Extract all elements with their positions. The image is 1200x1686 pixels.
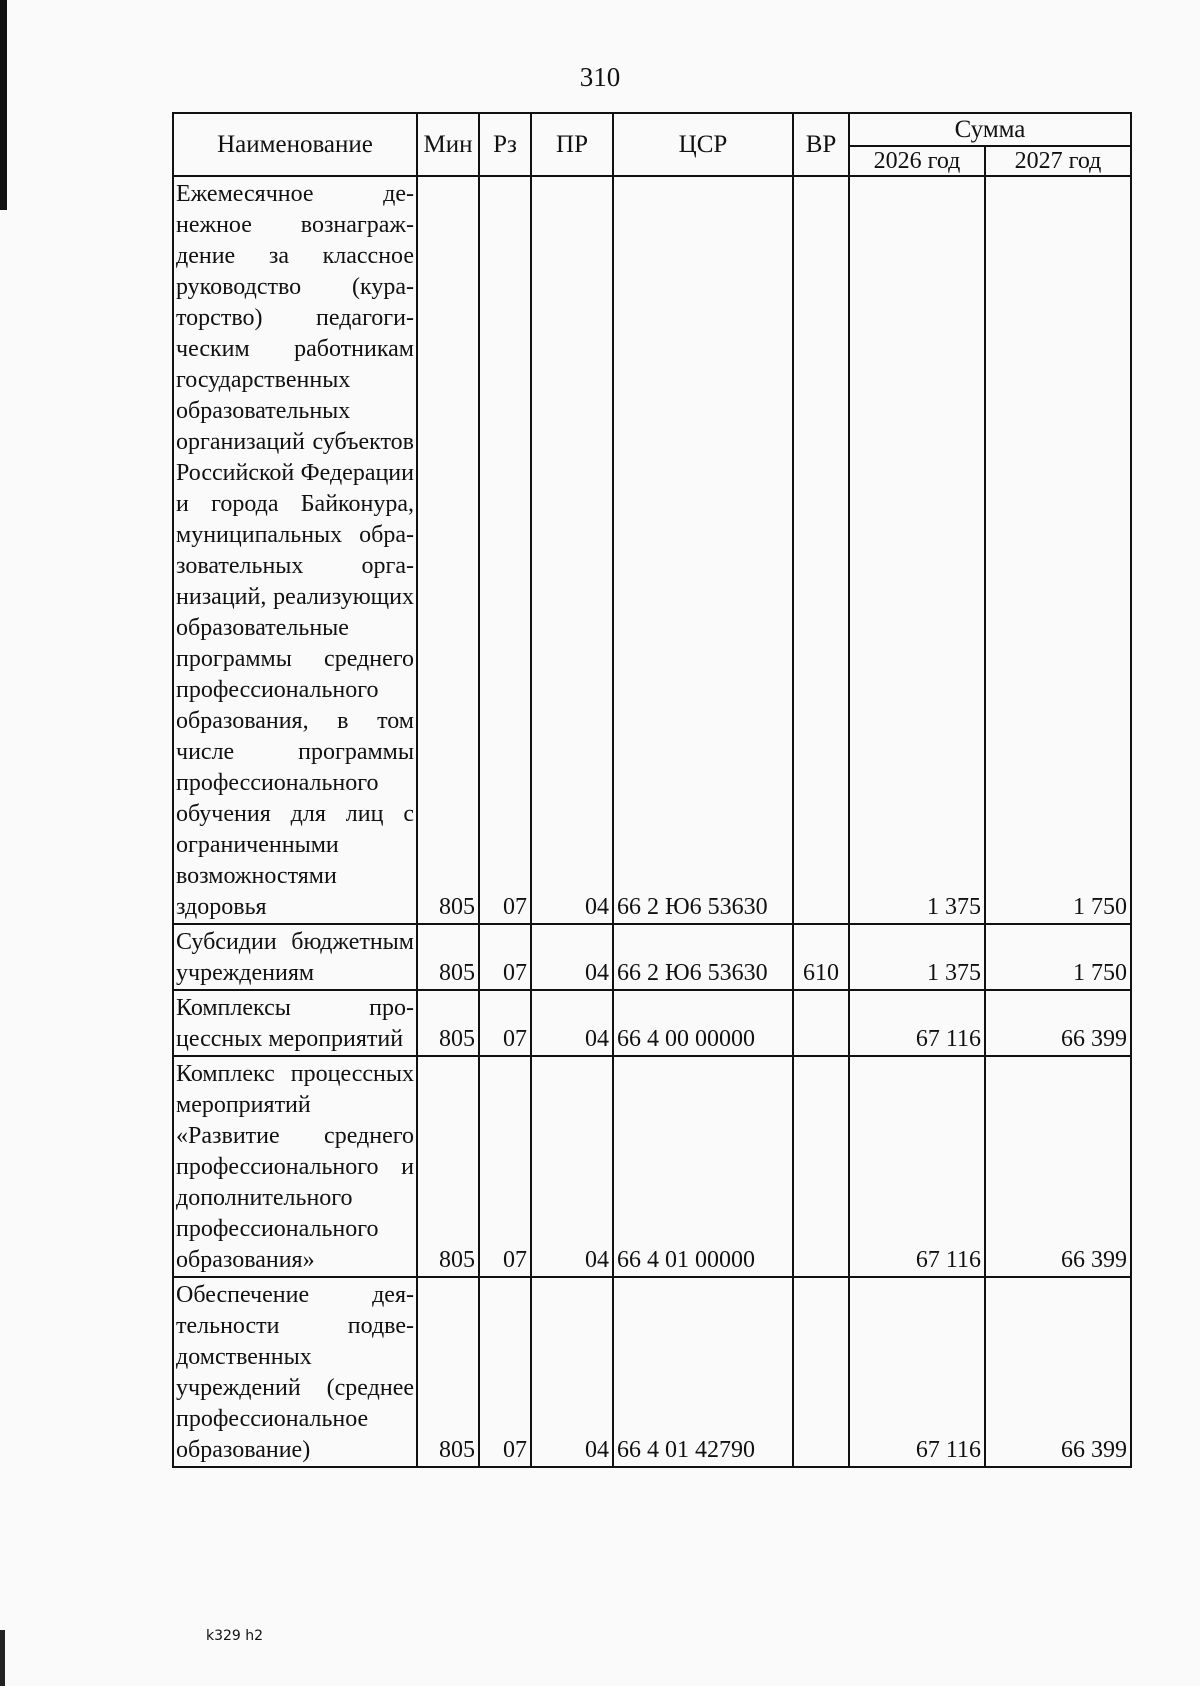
row-sum-2026: 1 375 xyxy=(849,176,985,924)
row-name: Обеспечение деятельности подведомственных учреждений (среднее профессиональное образование) xyxy=(173,1277,417,1467)
row-csr: 66 4 01 42790 xyxy=(613,1277,793,1467)
row-vr xyxy=(793,1277,849,1467)
row-sum-2026: 67 116 xyxy=(849,1277,985,1467)
table-row xyxy=(173,924,1131,990)
row-rz: 07 xyxy=(479,176,531,924)
header-year-2027: 2027 год xyxy=(985,146,1131,176)
row-vr xyxy=(793,990,849,1056)
row-rz: 07 xyxy=(479,924,531,990)
row-min: 805 xyxy=(417,990,479,1056)
header-vr: ВР xyxy=(793,113,849,176)
header-csr: ЦСР xyxy=(613,113,793,176)
row-sum-2027: 1 750 xyxy=(985,924,1131,990)
row-sum-2026: 1 375 xyxy=(849,924,985,990)
row-min: 805 xyxy=(417,176,479,924)
budget-table xyxy=(172,112,1132,1468)
row-min: 805 xyxy=(417,1056,479,1277)
row-name: Комплекс процессных мероприятий «Развитие среднего профессионального и дополнительного профессионального образования» xyxy=(173,1056,417,1277)
table-header xyxy=(173,113,1131,176)
header-sum: Сумма xyxy=(849,113,1131,146)
row-csr: 66 2 Ю6 53630 xyxy=(613,176,793,924)
row-csr: 66 4 00 00000 xyxy=(613,990,793,1056)
row-min: 805 xyxy=(417,924,479,990)
table-row xyxy=(173,1277,1131,1467)
table-row xyxy=(173,1056,1131,1277)
row-sum-2027: 66 399 xyxy=(985,1056,1131,1277)
header-min: Мин xyxy=(417,113,479,176)
row-sum-2027: 66 399 xyxy=(985,990,1131,1056)
row-rz: 07 xyxy=(479,1056,531,1277)
row-name: Ежемесячное денежное вознаграждение за классное руководство (кураторство) педагогическим работникам государственных образовательных организаций субъектов Российской Федерации и города Байконура, муниципальных образовательных организаций, реализующих образовательные программы среднего профессионального образования, в том числе программы профессионального обучения для лиц с ограниченными возможностями здоровья xyxy=(173,176,417,924)
header-year-2026: 2026 год xyxy=(849,146,985,176)
row-csr: 66 2 Ю6 53630 xyxy=(613,924,793,990)
row-min: 805 xyxy=(417,1277,479,1467)
row-sum-2027: 1 750 xyxy=(985,176,1131,924)
scan-edge-mark xyxy=(0,0,7,210)
row-name: Субсидии бюджетным учреждениям xyxy=(173,924,417,990)
row-name: Комплексы процессных мероприятий xyxy=(173,990,417,1056)
row-pr: 04 xyxy=(531,176,613,924)
row-pr: 04 xyxy=(531,990,613,1056)
header-rz: Рз xyxy=(479,113,531,176)
row-vr: 610 xyxy=(793,924,849,990)
scan-edge-mark-bottom xyxy=(0,1630,5,1686)
footer-code: k329 h2 xyxy=(206,1628,264,1644)
row-pr: 04 xyxy=(531,1277,613,1467)
table-row xyxy=(173,990,1131,1056)
row-sum-2026: 67 116 xyxy=(849,1056,985,1277)
row-vr xyxy=(793,1056,849,1277)
row-vr xyxy=(793,176,849,924)
table-body xyxy=(173,176,1131,1467)
header-name: Наименование xyxy=(173,113,417,176)
row-pr: 04 xyxy=(531,924,613,990)
page-number: 310 xyxy=(579,62,621,92)
table-row xyxy=(173,176,1131,924)
row-sum-2027: 66 399 xyxy=(985,1277,1131,1467)
row-sum-2026: 67 116 xyxy=(849,990,985,1056)
row-rz: 07 xyxy=(479,1277,531,1467)
header-pr: ПР xyxy=(531,113,613,176)
row-rz: 07 xyxy=(479,990,531,1056)
row-pr: 04 xyxy=(531,1056,613,1277)
row-csr: 66 4 01 00000 xyxy=(613,1056,793,1277)
